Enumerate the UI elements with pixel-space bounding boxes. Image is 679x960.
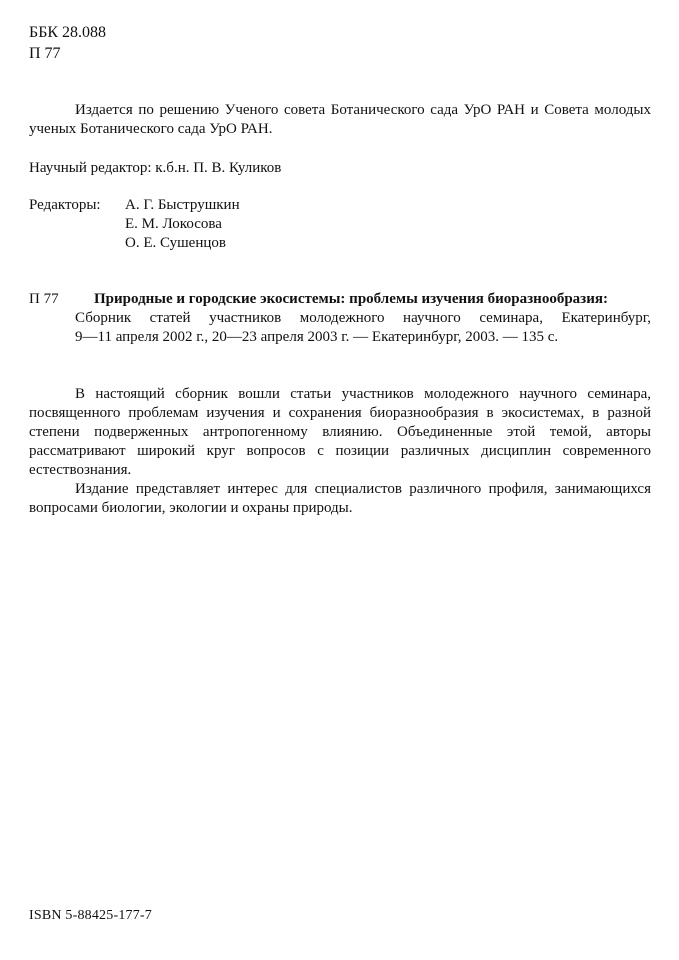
editors-list: [125, 196, 240, 253]
abstract-paragraph: Издание представляет интерес для специалистов различного профиля, занимающихся вопросами биологии, экологии и охраны природы.: [29, 481, 651, 516]
bbk-code: ББК 28.088: [29, 24, 107, 41]
catalog-description-line: Сборник статей участников молодежного научного семинара, Екатеринбург,: [75, 310, 651, 326]
editor-name: О. Е. Сушенцов: [125, 235, 226, 251]
header-codes: [29, 22, 106, 64]
catalog-title: Природные и городские экосистемы: проблемы изучения биоразнообразия:: [94, 291, 608, 307]
author-mark-code: П 77: [29, 45, 61, 62]
abstract: [29, 385, 651, 518]
scientific-editor: Научный редактор: к.б.н. П. В. Куликов: [29, 160, 282, 176]
editor-name: А. Г. Быструшкин: [125, 197, 240, 213]
isbn: ISBN 5-88425-177-7: [29, 908, 152, 923]
editors-label: Редакторы:: [29, 197, 101, 213]
catalog-code: П 77: [29, 291, 59, 307]
publisher-note: Издается по решению Ученого совета Ботанического сада УрО РАН и Совета молодых ученых Ботанического сада УрО РАН.: [29, 102, 651, 137]
abstract-paragraph: В настоящий сборник вошли статьи участников молодежного научного семинара, посвященного проблемам изучения и сохранения биоразнообразия в экосистемах, в разной степени подверженных антропогенному влиянию. Объединенные этой темой, авторы рассматривают широкий круг вопросов с позиции различных дисциплин современного естествознания.: [29, 386, 651, 478]
catalog-body: [75, 290, 651, 347]
catalog-imprint-line: 9—11 апреля 2002 г., 20—23 апреля 2003 г. — Екатеринбург, 2003. — 135 с.: [75, 329, 559, 345]
editor-name: Е. М. Локосова: [125, 216, 222, 232]
